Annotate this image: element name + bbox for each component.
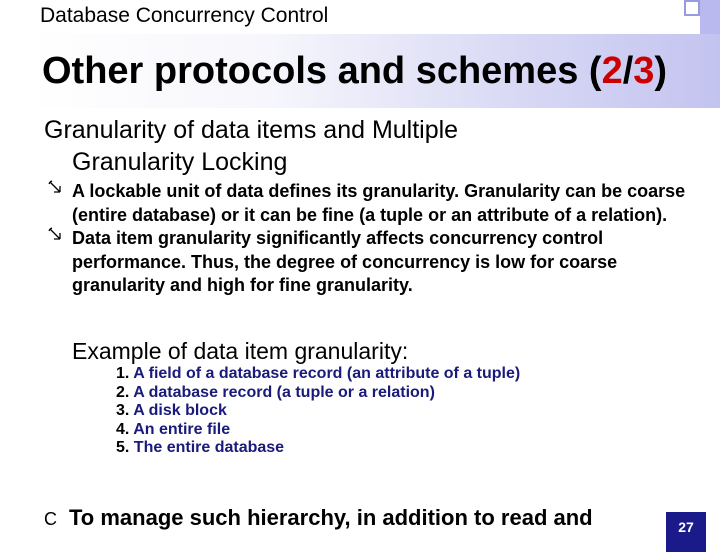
list-item — [116, 439, 520, 458]
example-label: Example of data item granularity: — [72, 338, 409, 364]
slide-title — [42, 50, 667, 93]
page-number-badge: 27 — [666, 512, 706, 552]
section-heading — [44, 114, 684, 178]
heading-line-2: Granularity Locking — [72, 148, 288, 176]
bullet-c-icon: C — [44, 509, 57, 529]
last-bullet-text: To manage such hierarchy, in addition to read and — [69, 505, 593, 530]
list-item-number: 5. — [116, 439, 130, 456]
title-text: Other protocols and schemes ( — [42, 50, 602, 92]
bullet-text: A lockable unit of data defines its granularity. Granularity can be coarse (entire database) or it can be fine (a tuple or an attribute of a relation). — [72, 181, 686, 225]
bullet-text: Data item granularity significantly affects concurrency control performance. Thus, the degree of concurrency is low for coarse granularity and high for fine granularity. — [72, 228, 618, 295]
title-total-parts: 3 — [633, 50, 655, 92]
pen-arrow-icon — [48, 180, 68, 204]
corner-square-outline — [684, 0, 700, 16]
pen-arrow-icon — [48, 227, 68, 251]
bullet-item — [48, 227, 708, 298]
list-item-text: An entire file — [133, 420, 231, 438]
list-item — [116, 365, 520, 384]
title-close-paren: ) — [654, 50, 668, 92]
list-item-number: 2. — [116, 383, 130, 401]
title-separator: / — [622, 50, 634, 92]
list-item-text: The entire database — [133, 439, 285, 456]
list-item-number: 3. — [116, 402, 130, 419]
list-item-text: A database record (a tuple or a relation) — [133, 383, 435, 401]
list-item-number: 1. — [116, 365, 130, 382]
bullet-item — [48, 180, 708, 227]
list-item-text: A disk block — [133, 402, 227, 419]
list-item-number: 4. — [116, 420, 130, 438]
granularity-list — [116, 365, 520, 458]
list-item — [116, 402, 520, 421]
list-item — [116, 384, 520, 403]
title-current-part: 2 — [601, 50, 623, 92]
bullet-list — [48, 180, 708, 298]
last-bullet — [44, 505, 593, 531]
course-title: Database Concurrency Control — [40, 4, 329, 27]
heading-line-1: Granularity of data items and Multiple — [44, 116, 459, 144]
list-item-text: A field of a database record (an attribute of a tuple) — [133, 365, 521, 382]
list-item — [116, 421, 520, 440]
